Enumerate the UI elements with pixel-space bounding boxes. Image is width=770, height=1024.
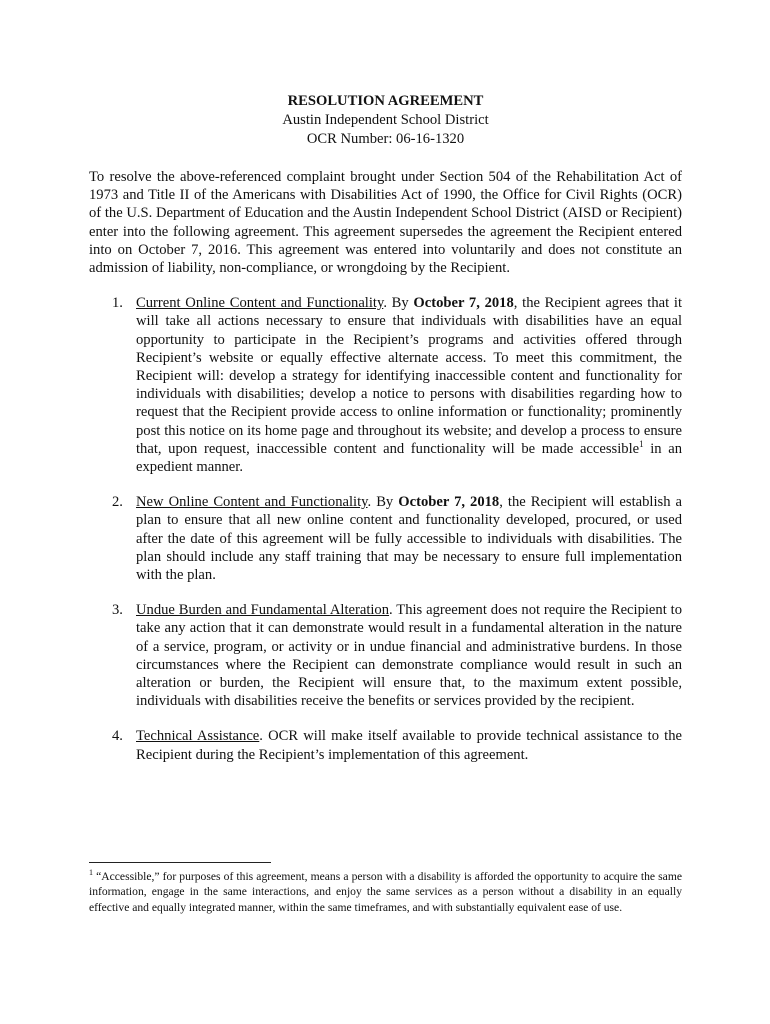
item-text: . This agreement does not require the Recipient to take any action that it can demonstrate would result in a fundamental alteration in the nature of a service, program, or activity or in undue financial and administrative burdens. In those circumstances where the Recipient can demonstrate compliance would result in such an alteration or burden, the Recipient will ensure that, to the maximum extent possible, individuals with disabilities receive the benefits or services provided by the recipient. [136, 602, 682, 710]
item-text: . By [383, 295, 414, 312]
item-text: . By [367, 494, 399, 511]
item-number: 4. [112, 728, 123, 745]
item-date: October 7, 2018 [413, 295, 514, 312]
agreement-item [89, 727, 682, 763]
item-text: . OCR will make itself available to provide technical assistance to the Recipient during the Recipient’s implementation of this agreement. [136, 728, 682, 763]
item-number: 1. [112, 295, 123, 312]
item-number: 3. [112, 602, 123, 619]
agreement-items [89, 294, 682, 764]
item-heading: Current Online Content and Functionality [136, 295, 384, 312]
item-heading: Technical Assistance [136, 728, 260, 745]
item-text: , the Recipient will establish a plan to ensure that all new online content and functionality developed, procured, or used after the date of this agreement will be fully accessible to individuals with disabilities. The plan should include any staff training that may be necessary to ensure full implementation with the plan. [136, 494, 682, 584]
item-text: , the Recipient agrees that it will take all actions necessary to ensure that individuals with disabilities have an equal opportunity to participate in the Recipient’s programs and activities offered through Recipient’s website or equally effective alternate access. To meet this commitment, the Recipient will: develop a strategy for identifying inaccessible content and functionality for individuals with disabilities; develop a notice to persons with disabilities regarding how to request that the Recipient provide access to online information or functionality; prominently post this notice on its home page and throughout its website; and develop a process to ensure that, upon request, inaccessible content and functionality will be made accessible [136, 295, 682, 457]
footnote-divider [89, 862, 271, 863]
footnote-reference: 1 [639, 438, 644, 449]
document-title: RESOLUTION AGREEMENT [287, 93, 484, 109]
document-page [89, 92, 682, 781]
agreement-item [89, 294, 682, 476]
document-heading [89, 92, 682, 149]
item-text: in an expedient manner. [136, 440, 682, 476]
agreement-item [89, 601, 682, 710]
agreement-item [89, 493, 682, 584]
intro-paragraph: To resolve the above-referenced complaint brought under Section 504 of the Rehabilitation Act of 1973 and Title II of the Americans with Disabilities Act of 1990, the Office for Civil Rights (OCR) of the U.S. Department of Education and the Austin Independent School District (AISD or Recipient) enter into the following agreement. This agreement supersedes the agreement the Recipient entered into on October 7, 2016. This agreement was entered into voluntarily and does not constitute an admission of liability, non-compliance, or wrongdoing by the Recipient. [89, 169, 682, 277]
item-heading: New Online Content and Functionality [136, 494, 368, 511]
item-date: October 7, 2018 [398, 494, 500, 511]
district-name: Austin Independent School District [282, 112, 489, 128]
footnote [89, 869, 682, 915]
item-heading: Undue Burden and Fundamental Alteration [136, 602, 390, 619]
footnote-mark: 1 [89, 868, 93, 878]
footnote-text: “Accessible,” for purposes of this agreement, means a person with a disability is afforded the opportunity to acquire the same information, engage in the same interactions, and enjoy the same services as a person without a disability in an equally effective and equally integrated manner, within the same timeframes, and with substantially equivalent ease of use. [89, 870, 682, 914]
ocr-number: OCR Number: 06-16-1320 [306, 131, 465, 147]
item-number: 2. [112, 494, 123, 511]
